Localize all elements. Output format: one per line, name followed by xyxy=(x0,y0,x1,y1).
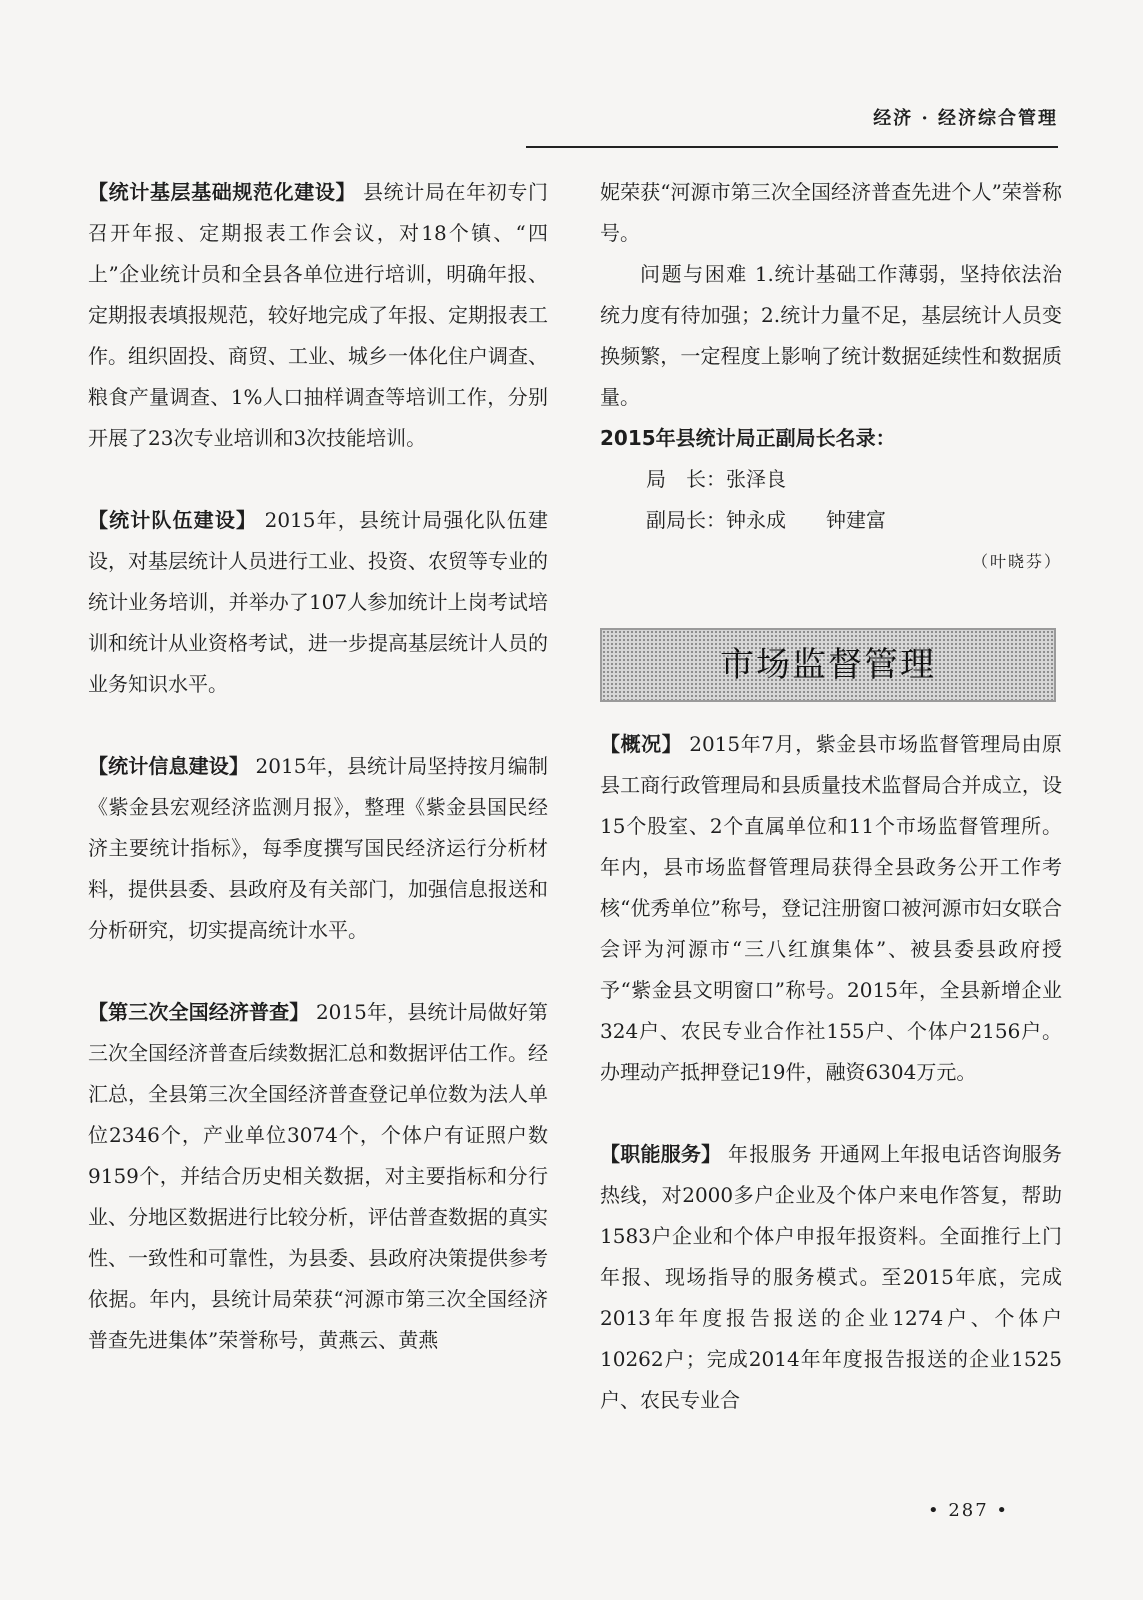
right-column xyxy=(600,172,1062,1421)
paragraph-body: 2015年7月，紫金县市场监督管理局由原县工商行政管理局和县质量技术监督局合并成立，设15个股室、2个直属单位和11个市场监督管理所。年内，县市场监督管理局获得全县政务公开工作考核“优秀单位”称号，登记注册窗口被河源市妇女联合会评为河源市“三八红旗集体”、被县委县政府授予“紫金县文明窗口”称号。2015年，全县新增企业324户、农民专业合作社155户、个体户2156户。办理动产抵押登记19件，融资6304万元。 xyxy=(600,732,1063,1084)
section-tag: 【第三次全国经济普查】 xyxy=(88,1000,310,1024)
running-header: 经济 · 经济综合管理 xyxy=(873,108,1058,129)
paragraph-body: 县统计局在年初专门召开年报、定期报表工作会议，对18个镇、“四上”企业统计员和全县各单位进行培训，明确年报、定期报表填报规范，较好地完成了年报、定期报表工作。组织固投、商贸、工业、城乡一体化住户调查、粮食产量调查、1%人口抽样调查等培训工作，分别开展了23次专业培训和3次技能培训。 xyxy=(88,180,549,450)
roster-name: 钟建富 xyxy=(826,508,886,532)
sub-heading: 年报服务 xyxy=(727,1142,813,1166)
paragraph-body: 开通网上年报电话咨询服务热线，对2000多户企业及个体户来电作答复，帮助1583户企业和个体户申报年报资料。全面推行上门年报、现场指导的服务模式。至2015年底，完成2013年年度报告报送的企业1274户、个体户10262户；完成2014年年度报告报送的企业1525户、农民专业合 xyxy=(600,1142,1063,1412)
paragraph-body: 2015年，县统计局强化队伍建设，对基层统计人员进行工业、投资、农贸等专业的统计业务培训，并举办了107人参加统计上岗考试培训和统计从业资格考试，进一步提高基层统计人员的业务知识水平。 xyxy=(88,508,548,696)
section-tag: 【统计基层基础规范化建设】 xyxy=(88,180,357,204)
section-tag: 【统计信息建设】 xyxy=(88,754,250,778)
paragraph-body: 2015年，县统计局坚持按月编制《紫金县宏观经济监测月报》，整理《紫金县国民经济主要统计指标》，每季度撰写国民经济运行分析材料，提供县委、县政府及有关部门，加强信息报送和分析研究，切实提高统计水平。 xyxy=(88,754,549,942)
spacer xyxy=(88,951,548,992)
issues-body: 1.统计基础工作薄弱，坚持依法治统力度有待加强；2.统计力量不足，基层统计人员变换频繁，一定程度上影响了统计数据延续性和数据质量。 xyxy=(600,262,1062,409)
paragraph-statistics-team-building xyxy=(88,500,548,705)
section-tag: 【统计队伍建设】 xyxy=(88,508,258,532)
paragraph-statistics-information-building xyxy=(88,746,548,951)
section-tag: 【概况】 xyxy=(600,732,683,756)
paragraph-continuation: 妮荣获“河源市第三次全国经济普查先进个人”荣誉称号。 xyxy=(600,180,1062,245)
header-rule xyxy=(526,146,1058,148)
paragraph-functional-services xyxy=(600,1134,1062,1421)
section-tag: 【职能服务】 xyxy=(600,1142,722,1166)
roster-role: 副局长： xyxy=(646,508,726,532)
roster-director xyxy=(600,459,1062,500)
spacer xyxy=(88,705,548,746)
roster-role: 局 长： xyxy=(646,467,726,491)
roster-name: 钟永成 xyxy=(726,508,786,532)
roster-name: 张泽良 xyxy=(726,467,786,491)
author-credit: （叶晓芬） xyxy=(971,552,1062,571)
section-title-banner xyxy=(600,628,1056,702)
roster-title: 2015年县统计局正副局长名录： xyxy=(600,426,896,450)
issues-label: 问题与困难 xyxy=(640,262,748,286)
left-column xyxy=(88,172,548,1361)
page-number: • 287 • xyxy=(928,1500,1010,1521)
paragraph-third-economic-census xyxy=(88,992,548,1361)
spacer xyxy=(88,459,548,500)
spacer xyxy=(600,1093,1062,1134)
roster-deputy-directors xyxy=(600,500,1062,541)
paragraph-issues xyxy=(600,254,1062,418)
paragraph-overview xyxy=(600,724,1062,1093)
paragraph-body: 2015年，县统计局做好第三次全国经济普查后续数据汇总和数据评估工作。经汇总，全县第三次全国经济普查登记单位数为法人单位2346个，产业单位3074个，个体户有证照户数9159个，并结合历史相关数据，对主要指标和分行业、分地区数据进行比较分析，评估普查数据的真实性、一致性和可靠性，为县委、县政府决策提供参考依据。年内，县统计局荣获“河源市第三次全国经济普查先进集体”荣誉称号，黄燕云、黄燕 xyxy=(88,1000,549,1352)
paragraph-statistics-basic-standardization xyxy=(88,172,548,459)
section-title: 市场监督管理 xyxy=(720,644,936,685)
